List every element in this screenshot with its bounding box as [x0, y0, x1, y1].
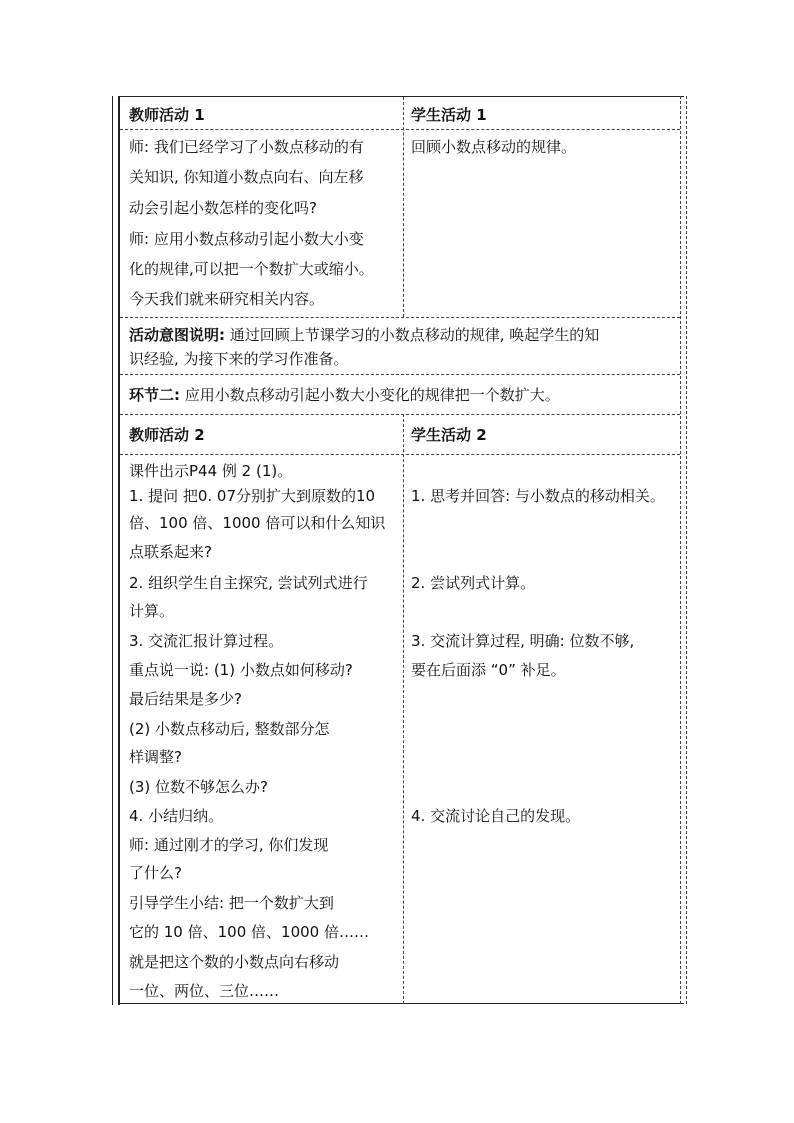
table-border-left	[118, 96, 120, 1005]
teacher-2-line-7: 3. 交流汇报计算过程。	[129, 632, 284, 650]
student-1-line-1: 回顾小数点移动的规律。	[411, 138, 577, 156]
student-2-line-3: 3. 交流计算过程, 明确: 位数不够,	[411, 632, 635, 650]
row-divider-1	[120, 129, 680, 130]
student-activity-2-heading: 学生活动 2	[411, 426, 487, 444]
teacher-2-line-9: 最后结果是多少?	[129, 690, 242, 708]
teacher-2-line-12: (3) 位数不够怎么办?	[129, 778, 268, 796]
teacher-2-line-2: 1. 提问 把0. 07分别扩大到原数的10	[129, 487, 376, 505]
teacher-1-line-5: 化的规律,可以把一个数扩大或缩小。	[129, 260, 374, 278]
column-divider-2	[403, 414, 404, 1004]
activity-intent-line-1	[129, 324, 599, 346]
teacher-2-line-17: 它的 10 倍、100 倍、1000 倍……	[129, 923, 369, 941]
teacher-1-line-4: 师: 应用小数点移动引起小数大小变	[129, 230, 364, 248]
teacher-1-line-3: 动会引起小数怎样的变化吗?	[129, 199, 317, 217]
teacher-1-line-1: 师: 我们已经学习了小数点移动的有	[129, 138, 364, 156]
teacher-2-line-11: 样调整?	[129, 748, 182, 766]
table-border-right-outer	[686, 96, 687, 1004]
column-divider-1	[403, 97, 404, 317]
row-divider-5	[120, 454, 680, 455]
teacher-2-line-4: 点联系起来?	[129, 543, 212, 561]
teacher-2-line-8: 重点说一说: (1) 小数点如何移动?	[129, 661, 353, 679]
teacher-activity-1-heading: 教师活动 1	[129, 106, 205, 124]
teacher-2-line-18: 就是把这个数的小数点向右移动	[129, 953, 340, 971]
teacher-2-line-13: 4. 小结归纳。	[129, 807, 224, 825]
teacher-2-line-19: 一位、两位、三位……	[129, 982, 280, 1000]
teacher-1-line-2: 关知识, 你知道小数点向右、向左移	[129, 168, 364, 186]
teacher-2-line-10: (2) 小数点移动后, 整数部分怎	[129, 720, 330, 738]
teacher-2-line-6: 计算。	[129, 602, 175, 620]
section-two-label: 环节二:	[129, 386, 180, 404]
teacher-2-line-1: 课件出示P44 例 2 (1)。	[129, 462, 293, 480]
row-divider-2	[120, 317, 680, 318]
section-two-text: 应用小数点移动引起小数大小变化的规律把一个数扩大。	[180, 386, 560, 404]
teacher-2-line-5: 2. 组织学生自主探究, 尝试列式进行	[129, 574, 368, 592]
teacher-activity-2-heading: 教师活动 2	[129, 426, 205, 444]
student-2-line-5: 4. 交流讨论自己的发现。	[411, 807, 581, 825]
table-border-bottom	[118, 1003, 684, 1004]
table-border-right	[680, 96, 681, 1004]
activity-intent-label: 活动意图说明:	[129, 326, 225, 344]
teacher-1-line-6: 今天我们就来研究相关内容。	[129, 290, 325, 308]
table-border-left-outer	[112, 96, 113, 1005]
student-2-line-4: 要在后面添 “0” 补足。	[411, 661, 566, 679]
teacher-2-line-15: 了什么?	[129, 864, 182, 882]
activity-intent-text: 通过回顾上节课学习的小数点移动的规律, 唤起学生的知	[225, 326, 600, 344]
teacher-2-line-14: 师: 通过刚才的学习, 你们发现	[129, 836, 329, 854]
table-border-top	[118, 96, 684, 97]
activity-intent-line-2: 识经验, 为接下来的学习作准备。	[129, 350, 349, 368]
section-two-line	[129, 384, 560, 406]
student-activity-1-heading: 学生活动 1	[411, 106, 487, 124]
row-divider-3	[120, 374, 680, 375]
student-2-line-2: 2. 尝试列式计算。	[411, 574, 536, 592]
row-divider-4	[120, 414, 680, 415]
student-2-line-1: 1. 思考并回答: 与小数点的移动相关。	[411, 487, 665, 505]
teacher-2-line-3: 倍、100 倍、1000 倍可以和什么知识	[129, 514, 386, 532]
teacher-2-line-16: 引导学生小结: 把一个数扩大到	[129, 894, 334, 912]
